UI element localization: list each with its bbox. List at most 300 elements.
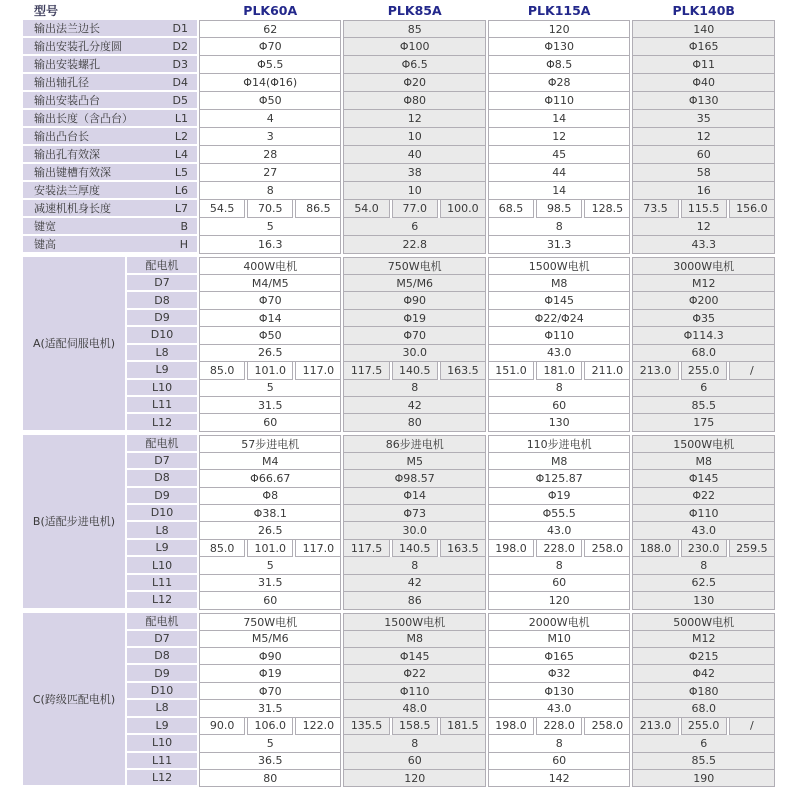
spec-value-cell: 26.5 bbox=[199, 522, 341, 539]
table-row bbox=[23, 718, 775, 735]
table-row bbox=[23, 200, 775, 218]
spec-value-cell: Φ70 bbox=[199, 38, 341, 56]
spec-value-cell: 40 bbox=[343, 146, 485, 164]
param-code-cell: 配电机 bbox=[127, 257, 197, 275]
spec-value-cell: 142 bbox=[488, 770, 630, 787]
param-code-cell: D9 bbox=[127, 310, 197, 327]
spec-value-cell: 198.0 bbox=[488, 540, 534, 557]
spec-value-cell: Φ11 bbox=[632, 56, 775, 74]
spec-value-cell: 228.0 bbox=[536, 718, 582, 735]
spec-value-cell: Φ70 bbox=[343, 327, 485, 344]
spec-value-cell: M10 bbox=[488, 631, 630, 648]
table-row bbox=[23, 128, 775, 146]
spec-value-cell: Φ66.67 bbox=[199, 470, 341, 487]
spec-value-cell: Φ55.5 bbox=[488, 505, 630, 522]
spec-value-cell: 213.0 bbox=[632, 362, 678, 379]
param-label: 输出键槽有效深 bbox=[34, 166, 111, 179]
spec-value-cell: 85.0 bbox=[199, 362, 245, 379]
spec-value-cell: Φ80 bbox=[343, 92, 485, 110]
spec-value-cell: 86 bbox=[343, 592, 485, 609]
spec-value-cell: Φ42 bbox=[632, 665, 775, 682]
spec-value-cell: 43.3 bbox=[632, 236, 775, 254]
param-code-cell: L9 bbox=[127, 362, 197, 379]
param-code-cell: L11 bbox=[127, 575, 197, 592]
spec-value-cell: 70.5 bbox=[247, 200, 293, 218]
spec-value-cell: 110步进电机 bbox=[488, 435, 630, 453]
spec-value-cell: 8 bbox=[632, 557, 775, 574]
spec-value-cell: 750W电机 bbox=[199, 613, 341, 631]
spec-value-cell: 43.0 bbox=[632, 522, 775, 539]
param-code-cell: D8 bbox=[127, 648, 197, 665]
param-label: 键宽 bbox=[34, 220, 56, 233]
param-code-cell: L9 bbox=[127, 540, 197, 557]
spec-value-cell: 5000W电机 bbox=[632, 613, 775, 631]
table-row bbox=[23, 56, 775, 74]
spec-value-cell: 198.0 bbox=[488, 718, 534, 735]
spec-value-cell: Φ35 bbox=[632, 310, 775, 327]
spec-value-cell: 8 bbox=[488, 380, 630, 397]
spec-value-cell: 85.5 bbox=[632, 753, 775, 770]
table-row bbox=[23, 218, 775, 236]
spec-value-cell: Φ70 bbox=[199, 683, 341, 700]
spec-value-cell: 2000W电机 bbox=[488, 613, 630, 631]
spec-value-cell: 117.0 bbox=[295, 540, 341, 557]
spec-value-cell: 26.5 bbox=[199, 345, 341, 362]
spec-value-cell: 45 bbox=[488, 146, 630, 164]
spec-value-cell: 43.0 bbox=[488, 522, 630, 539]
param-code-cell: L12 bbox=[127, 770, 197, 787]
spec-value-cell: 230.0 bbox=[681, 540, 727, 557]
table-row bbox=[23, 505, 775, 522]
spec-value-cell: 3 bbox=[199, 128, 341, 146]
spec-value-cell: 98.5 bbox=[536, 200, 582, 218]
spec-value-cell: 101.0 bbox=[247, 362, 293, 379]
spec-value-cell: 62.5 bbox=[632, 575, 775, 592]
param-code: L2 bbox=[174, 129, 189, 143]
param-label-cell bbox=[23, 128, 197, 146]
spec-value-cell: 115.5 bbox=[681, 200, 727, 218]
spec-value-cell: M8 bbox=[488, 275, 630, 292]
spec-value-cell: 400W电机 bbox=[199, 257, 341, 275]
spec-value-cell: 181.5 bbox=[440, 718, 486, 735]
spec-value-cell: 140.5 bbox=[392, 540, 438, 557]
spec-value-cell: Φ28 bbox=[488, 74, 630, 92]
param-code-cell: L9 bbox=[127, 718, 197, 735]
spec-value-cell: 54.0 bbox=[343, 200, 389, 218]
param-label-cell bbox=[23, 38, 197, 56]
param-label: 安装法兰厚度 bbox=[34, 184, 100, 197]
spec-value-cell: 117.5 bbox=[343, 540, 389, 557]
spec-value-cell: 8 bbox=[343, 557, 485, 574]
spec-value-cell: Φ8 bbox=[199, 488, 341, 505]
spec-value-cell: 135.5 bbox=[343, 718, 389, 735]
table-row bbox=[23, 292, 775, 309]
table-row bbox=[23, 362, 775, 379]
param-label-cell bbox=[23, 236, 197, 254]
spec-value-cell: M8 bbox=[632, 453, 775, 470]
model-column-header-plk60a: PLK60A bbox=[243, 2, 298, 18]
spec-value-cell: 31.5 bbox=[199, 575, 341, 592]
spec-value-cell: M12 bbox=[632, 631, 775, 648]
spec-value-cell: 80 bbox=[343, 414, 485, 431]
param-code-cell: D10 bbox=[127, 683, 197, 700]
param-label-cell bbox=[23, 218, 197, 236]
spec-value-cell: Φ98.57 bbox=[343, 470, 485, 487]
param-code-cell: D9 bbox=[127, 665, 197, 682]
spec-value-cell: Φ38.1 bbox=[199, 505, 341, 522]
spec-value-cell: 28 bbox=[199, 146, 341, 164]
model-column-header-plk85a: PLK85A bbox=[387, 2, 442, 18]
spec-value-cell: 42 bbox=[343, 575, 485, 592]
table-row bbox=[23, 74, 775, 92]
table-row bbox=[23, 38, 775, 56]
spec-value-cell: 60 bbox=[488, 575, 630, 592]
param-label: 输出安装孔分度圆 bbox=[34, 40, 122, 53]
spec-value-cell: 213.0 bbox=[632, 718, 678, 735]
spec-value-cell: Φ22 bbox=[632, 488, 775, 505]
param-label: 输出安装凸台 bbox=[34, 94, 100, 107]
param-code: L6 bbox=[174, 183, 189, 197]
table-row bbox=[23, 648, 775, 665]
spec-value-cell: 163.5 bbox=[440, 540, 486, 557]
spec-value-cell: 60 bbox=[199, 592, 341, 609]
param-label-cell bbox=[23, 74, 197, 92]
spec-value-cell: / bbox=[729, 362, 775, 379]
spec-value-cell: 60 bbox=[199, 414, 341, 431]
param-code-cell: L10 bbox=[127, 557, 197, 574]
param-code: D4 bbox=[172, 75, 189, 89]
table-row bbox=[23, 164, 775, 182]
spec-value-cell: 68.0 bbox=[632, 345, 775, 362]
spec-value-cell: 175 bbox=[632, 414, 775, 431]
spec-value-cell: 12 bbox=[632, 218, 775, 236]
table-row bbox=[23, 310, 775, 327]
spec-value-cell: 228.0 bbox=[536, 540, 582, 557]
spec-value-cell: Φ20 bbox=[343, 74, 485, 92]
param-label-cell bbox=[23, 182, 197, 200]
model-header-label: 型号 bbox=[34, 3, 59, 18]
param-code-cell: L8 bbox=[127, 345, 197, 362]
table-row bbox=[23, 683, 775, 700]
spec-value-cell: 8 bbox=[343, 380, 485, 397]
table-row bbox=[23, 327, 775, 344]
spec-value-cell: 31.3 bbox=[488, 236, 630, 254]
spec-value-cell: Φ14(Φ16) bbox=[199, 74, 341, 92]
spec-value-cell: 58 bbox=[632, 164, 775, 182]
spec-value-cell: 1500W电机 bbox=[488, 257, 630, 275]
table-row bbox=[23, 540, 775, 557]
param-code-cell: 配电机 bbox=[127, 613, 197, 631]
spec-value-cell: 77.0 bbox=[392, 200, 438, 218]
spec-value-cell: 85 bbox=[343, 20, 485, 38]
spec-value-cell: 117.5 bbox=[343, 362, 389, 379]
table-row bbox=[23, 414, 775, 431]
param-label-cell bbox=[23, 200, 197, 218]
param-label-cell bbox=[23, 20, 197, 38]
spec-value-cell: 10 bbox=[343, 182, 485, 200]
spec-value-cell: 22.8 bbox=[343, 236, 485, 254]
spec-value-cell: 8 bbox=[488, 557, 630, 574]
table-row bbox=[23, 345, 775, 362]
spec-value-cell: M4/M5 bbox=[199, 275, 341, 292]
table-row bbox=[23, 435, 775, 453]
spec-value-cell: Φ130 bbox=[488, 38, 630, 56]
spec-value-cell: Φ110 bbox=[343, 683, 485, 700]
spec-value-cell: 35 bbox=[632, 110, 775, 128]
model-column-header-plk115a: PLK115A bbox=[527, 2, 591, 18]
spec-value-cell: 120 bbox=[488, 592, 630, 609]
spec-value-cell: 106.0 bbox=[247, 718, 293, 735]
spec-value-cell: 5 bbox=[199, 735, 341, 752]
spec-value-cell: 86.5 bbox=[295, 200, 341, 218]
spec-value-cell: 16 bbox=[632, 182, 775, 200]
param-code-cell: L8 bbox=[127, 522, 197, 539]
spec-value-cell: M5/M6 bbox=[199, 631, 341, 648]
spec-value-cell: 10 bbox=[343, 128, 485, 146]
spec-value-cell: Φ14 bbox=[199, 310, 341, 327]
spec-value-cell: M5 bbox=[343, 453, 485, 470]
param-code: L7 bbox=[174, 201, 189, 215]
spec-value-cell: 259.5 bbox=[729, 540, 775, 557]
param-label: 减速机机身长度 bbox=[34, 202, 111, 215]
spec-value-cell: Φ22 bbox=[343, 665, 485, 682]
param-code: D5 bbox=[172, 93, 189, 107]
spec-value-cell: 85.0 bbox=[199, 540, 245, 557]
param-label-cell bbox=[23, 146, 197, 164]
param-code: D2 bbox=[172, 39, 189, 53]
table-row bbox=[23, 735, 775, 752]
spec-value-cell: Φ22/Φ24 bbox=[488, 310, 630, 327]
spec-value-cell: 151.0 bbox=[488, 362, 534, 379]
table-row bbox=[23, 236, 775, 254]
model-column-header-plk140b: PLK140B bbox=[672, 2, 735, 18]
table-row bbox=[23, 557, 775, 574]
spec-value-cell: 8 bbox=[488, 218, 630, 236]
spec-value-cell: M4 bbox=[199, 453, 341, 470]
spec-value-cell: Φ130 bbox=[632, 92, 775, 110]
spec-value-cell: 1500W电机 bbox=[632, 435, 775, 453]
spec-value-cell: 5 bbox=[199, 557, 341, 574]
spec-value-cell: 140.5 bbox=[392, 362, 438, 379]
param-label: 输出安装螺孔 bbox=[34, 58, 100, 71]
spec-value-cell: 43.0 bbox=[488, 700, 630, 717]
spec-value-cell: 85.5 bbox=[632, 397, 775, 414]
spec-value-cell: 31.5 bbox=[199, 397, 341, 414]
spec-value-cell: 43.0 bbox=[488, 345, 630, 362]
spec-value-cell: Φ19 bbox=[199, 665, 341, 682]
table-row bbox=[23, 453, 775, 470]
spec-value-cell: 16.3 bbox=[199, 236, 341, 254]
section-label: A(适配伺服电机) bbox=[23, 257, 125, 432]
spec-value-cell: 30.0 bbox=[343, 345, 485, 362]
spec-value-cell: Φ70 bbox=[199, 292, 341, 309]
spec-value-cell: M8 bbox=[488, 453, 630, 470]
spec-value-cell: 14 bbox=[488, 110, 630, 128]
param-label: 输出孔有效深 bbox=[34, 148, 100, 161]
spec-value-cell: 30.0 bbox=[343, 522, 485, 539]
param-code-cell: D10 bbox=[127, 327, 197, 344]
spec-value-cell: 117.0 bbox=[295, 362, 341, 379]
param-code-cell: D7 bbox=[127, 631, 197, 648]
param-code-cell: L12 bbox=[127, 414, 197, 431]
spec-value-cell: Φ14 bbox=[343, 488, 485, 505]
param-label: 输出轴孔径 bbox=[34, 76, 89, 89]
table-row bbox=[23, 257, 775, 275]
spec-value-cell: Φ5.5 bbox=[199, 56, 341, 74]
spec-value-cell: 12 bbox=[632, 128, 775, 146]
table-row bbox=[23, 470, 775, 487]
spec-value-cell: 8 bbox=[343, 735, 485, 752]
param-code: D1 bbox=[172, 21, 189, 35]
spec-value-cell: M8 bbox=[343, 631, 485, 648]
spec-value-cell: 750W电机 bbox=[343, 257, 485, 275]
param-label: 输出长度（含凸台） bbox=[34, 112, 133, 125]
spec-value-cell: 80 bbox=[199, 770, 341, 787]
spec-value-cell: 8 bbox=[488, 735, 630, 752]
spec-value-cell: Φ50 bbox=[199, 92, 341, 110]
spec-value-cell: 68.0 bbox=[632, 700, 775, 717]
table-row bbox=[23, 753, 775, 770]
param-code-cell: L12 bbox=[127, 592, 197, 609]
spec-value-cell: 181.0 bbox=[536, 362, 582, 379]
param-code: L1 bbox=[174, 111, 189, 125]
table-row bbox=[23, 631, 775, 648]
spec-value-cell: Φ110 bbox=[488, 327, 630, 344]
spec-value-cell: Φ90 bbox=[199, 648, 341, 665]
spec-value-cell: Φ110 bbox=[632, 505, 775, 522]
param-code: L4 bbox=[174, 147, 189, 161]
param-code-cell: D9 bbox=[127, 488, 197, 505]
spec-value-cell: 190 bbox=[632, 770, 775, 787]
param-code-cell: L10 bbox=[127, 735, 197, 752]
spec-value-cell: Φ165 bbox=[632, 38, 775, 56]
table-row bbox=[23, 380, 775, 397]
spec-value-cell: Φ90 bbox=[343, 292, 485, 309]
spec-value-cell: Φ165 bbox=[488, 648, 630, 665]
spec-value-cell: 140 bbox=[632, 20, 775, 38]
spec-value-cell: 12 bbox=[488, 128, 630, 146]
spec-value-cell: Φ114.3 bbox=[632, 327, 775, 344]
spec-value-cell: 42 bbox=[343, 397, 485, 414]
spec-value-cell: 60 bbox=[343, 753, 485, 770]
spec-value-cell: M5/M6 bbox=[343, 275, 485, 292]
spec-value-cell: 158.5 bbox=[392, 718, 438, 735]
table-row bbox=[23, 592, 775, 609]
table-row bbox=[23, 182, 775, 200]
spec-value-cell: Φ6.5 bbox=[343, 56, 485, 74]
spec-value-cell: 6 bbox=[343, 218, 485, 236]
param-label-cell bbox=[23, 110, 197, 128]
spec-value-cell: 27 bbox=[199, 164, 341, 182]
header-row bbox=[23, 0, 775, 20]
param-code-cell: L11 bbox=[127, 753, 197, 770]
spec-value-cell: 68.5 bbox=[488, 200, 534, 218]
table-row bbox=[23, 275, 775, 292]
param-code: L5 bbox=[174, 165, 189, 179]
spec-value-cell: Φ19 bbox=[488, 488, 630, 505]
spec-value-cell: 5 bbox=[199, 218, 341, 236]
spec-value-cell: 3000W电机 bbox=[632, 257, 775, 275]
table-row bbox=[23, 700, 775, 717]
spec-value-cell: 255.0 bbox=[681, 718, 727, 735]
table-row bbox=[23, 92, 775, 110]
spec-value-cell: / bbox=[729, 718, 775, 735]
param-code-cell: D7 bbox=[127, 275, 197, 292]
spec-value-cell: 101.0 bbox=[247, 540, 293, 557]
spec-value-cell: 128.5 bbox=[584, 200, 630, 218]
spec-value-cell: 38 bbox=[343, 164, 485, 182]
table-row bbox=[23, 575, 775, 592]
spec-value-cell: Φ125.87 bbox=[488, 470, 630, 487]
spec-value-cell: 8 bbox=[199, 182, 341, 200]
gearbox-spec-table bbox=[21, 0, 777, 787]
spec-value-cell: Φ145 bbox=[343, 648, 485, 665]
table-row bbox=[23, 613, 775, 631]
spec-value-cell: 120 bbox=[343, 770, 485, 787]
table-row bbox=[23, 397, 775, 414]
spec-value-cell: 100.0 bbox=[440, 200, 486, 218]
spec-value-cell: 1500W电机 bbox=[343, 613, 485, 631]
param-code-cell: D8 bbox=[127, 292, 197, 309]
spec-value-cell: 188.0 bbox=[632, 540, 678, 557]
section-label: C(跨级匹配电机) bbox=[23, 613, 125, 788]
table-row bbox=[23, 770, 775, 787]
spec-value-cell: 31.5 bbox=[199, 700, 341, 717]
spec-value-cell: 122.0 bbox=[295, 718, 341, 735]
param-code-cell: D8 bbox=[127, 470, 197, 487]
param-code-cell: L11 bbox=[127, 397, 197, 414]
table-row bbox=[23, 20, 775, 38]
spec-value-cell: 163.5 bbox=[440, 362, 486, 379]
spec-value-cell: 57步进电机 bbox=[199, 435, 341, 453]
spec-value-cell: Φ130 bbox=[488, 683, 630, 700]
section-label: B(适配步进电机) bbox=[23, 435, 125, 610]
spec-value-cell: 36.5 bbox=[199, 753, 341, 770]
table-row bbox=[23, 665, 775, 682]
spec-value-cell: Φ145 bbox=[488, 292, 630, 309]
spec-value-cell: 60 bbox=[632, 146, 775, 164]
spec-value-cell: 14 bbox=[488, 182, 630, 200]
param-code: H bbox=[179, 237, 189, 251]
spec-value-cell: Φ215 bbox=[632, 648, 775, 665]
table-row bbox=[23, 146, 775, 164]
table-row bbox=[23, 522, 775, 539]
spec-value-cell: 130 bbox=[488, 414, 630, 431]
param-code-cell: D7 bbox=[127, 453, 197, 470]
spec-value-cell: 211.0 bbox=[584, 362, 630, 379]
spec-value-cell: Φ110 bbox=[488, 92, 630, 110]
param-code: D3 bbox=[172, 57, 189, 71]
table-row bbox=[23, 110, 775, 128]
spec-value-cell: 60 bbox=[488, 397, 630, 414]
spec-value-cell: Φ200 bbox=[632, 292, 775, 309]
spec-value-cell: 6 bbox=[632, 735, 775, 752]
spec-value-cell: 48.0 bbox=[343, 700, 485, 717]
spec-value-cell: 4 bbox=[199, 110, 341, 128]
param-label-cell bbox=[23, 92, 197, 110]
spec-value-cell: 54.5 bbox=[199, 200, 245, 218]
spec-value-cell: 62 bbox=[199, 20, 341, 38]
spec-value-cell: 73.5 bbox=[632, 200, 678, 218]
spec-value-cell: Φ19 bbox=[343, 310, 485, 327]
spec-value-cell: Φ50 bbox=[199, 327, 341, 344]
spec-value-cell: 6 bbox=[632, 380, 775, 397]
param-label: 键高 bbox=[34, 238, 56, 251]
spec-value-cell: Φ73 bbox=[343, 505, 485, 522]
param-code-cell: L8 bbox=[127, 700, 197, 717]
param-code: B bbox=[180, 219, 189, 233]
spec-value-cell: 5 bbox=[199, 380, 341, 397]
